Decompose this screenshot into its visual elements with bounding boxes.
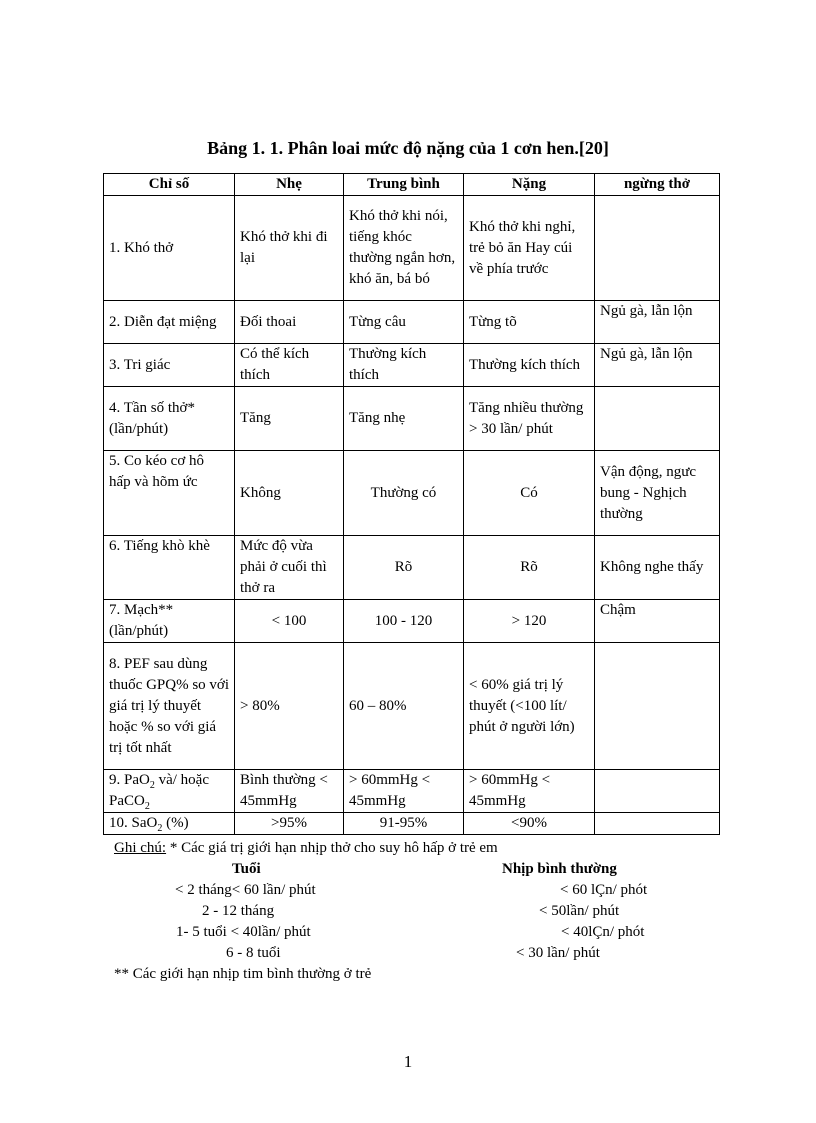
table-cell: Mức độ vừa phải ở cuối thì thở ra [235, 536, 344, 600]
table-row [104, 387, 720, 451]
table-cell: Không nghe thấy [595, 536, 720, 600]
notes-label: Ghi chú: [114, 840, 167, 856]
table-row [104, 196, 720, 301]
table-cell: 100 - 120 [344, 600, 464, 643]
table-cell: Tăng nhẹ [344, 387, 464, 451]
table-cell: 8. PEF sau dùng thuốc GPQ% so với giá trị lý thuyết hoặc % so với giá trị tốt nhất [104, 643, 235, 770]
header-cell: Trung bình [344, 174, 464, 196]
table-cell: 5. Co kéo cơ hô hấp và hõm ức [104, 451, 235, 536]
table-cell: 91-95% [344, 813, 464, 835]
header-cell: Nặng [464, 174, 595, 196]
notes-rate-header: Nhịp bình thường [502, 861, 617, 877]
table-cell: 10. SaO$_2$ (%) [104, 813, 235, 835]
age-item: 6 - 8 tuổi [226, 945, 281, 961]
table-row [104, 770, 720, 813]
table-cell: Có thể kích thích [235, 344, 344, 387]
table-cell: Không [235, 451, 344, 536]
notes-footer: ** Các giới hạn nhịp tim bình thường ở trẻ [114, 966, 372, 982]
table-cell: < 100 [235, 600, 344, 643]
severity-table [103, 173, 720, 835]
header-cell: Nhẹ [235, 174, 344, 196]
table-cell: Đối thoai [235, 301, 344, 344]
notes-age-header: Tuổi [232, 861, 261, 877]
table-cell: Vận động, ngưc bung - Nghịch thường [595, 451, 720, 536]
table-cell: Từng tõ [464, 301, 595, 344]
age-item: 1- 5 tuổi < 40lần/ phút [176, 924, 311, 940]
table-row [104, 344, 720, 387]
table-cell: Thường kích thích [344, 344, 464, 387]
table-cell: > 60mmHg < 45mmHg [344, 770, 464, 813]
table-cell: Khó thở khi nghỉ, trẻ bỏ ăn Hay cúi về phía trước [464, 196, 595, 301]
table-cell: Khó thở khi nói, tiếng khóc thường ngắn hơn, khó ăn, bá bó [344, 196, 464, 301]
page-number: 1 [403, 1052, 413, 1071]
table-cell: Chậm [595, 600, 720, 643]
table-cell: Rõ [344, 536, 464, 600]
table-row [104, 536, 720, 600]
table-cell: 9. PaO$_2$ và/ hoặc PaCO$_2$ [104, 770, 235, 813]
table-row [104, 643, 720, 770]
table-cell: Thường kích thích [464, 344, 595, 387]
table-cell [595, 770, 720, 813]
table-cell: Có [464, 451, 595, 536]
notes-intro-text: * Các giá trị giới hạn nhịp thở cho suy hô hấp ở trẻ em [166, 840, 498, 856]
table-cell [595, 643, 720, 770]
rate-item: < 50lần/ phút [539, 903, 620, 919]
table-cell [595, 387, 720, 451]
page-title: Bảng 1. 1. Phân loai mức độ nặng của 1 cơn hen.[20] [207, 138, 609, 158]
table-cell: 6. Tiếng khò khè [104, 536, 235, 600]
table-cell: Bình thường < 45mmHg [235, 770, 344, 813]
table-row [104, 301, 720, 344]
table-row [104, 451, 720, 536]
age-item: 2 - 12 tháng [202, 903, 275, 919]
table-cell: 2. Diễn đạt miệng [104, 301, 235, 344]
table-cell: > 60mmHg < 45mmHg [464, 770, 595, 813]
table-cell: >95% [235, 813, 344, 835]
rate-item: < 60 lÇn/ phót [560, 882, 648, 898]
age-item: < 2 tháng< 60 lần/ phút [175, 882, 316, 898]
table-row [104, 600, 720, 643]
table-cell: 3. Tri giác [104, 344, 235, 387]
table-cell: Tăng [235, 387, 344, 451]
table-cell: <90% [464, 813, 595, 835]
table-cell: 7. Mạch** (lần/phút) [104, 600, 235, 643]
table-cell [595, 813, 720, 835]
table-cell: 1. Khó thở [104, 196, 235, 301]
table-cell: 4. Tần số thở* (lần/phút) [104, 387, 235, 451]
table-cell: > 120 [464, 600, 595, 643]
table-row [104, 813, 720, 835]
table-cell: > 80% [235, 643, 344, 770]
table-cell: Khó thở khi đi lại [235, 196, 344, 301]
table-cell: Ngủ gà, lẫn lộn [595, 301, 720, 344]
table-cell: 60 – 80% [344, 643, 464, 770]
table-cell: Ngủ gà, lẫn lộn [595, 344, 720, 387]
header-cell: ngừng thở [595, 174, 720, 196]
table-cell: Rõ [464, 536, 595, 600]
table-cell: Thường có [344, 451, 464, 536]
table-cell: < 60% giá trị lý thuyết (<100 lít/ phút ở người lớn) [464, 643, 595, 770]
rate-item: < 40lÇn/ phót [561, 924, 645, 940]
table-header-row [104, 174, 720, 196]
table-cell: Từng câu [344, 301, 464, 344]
table-cell [595, 196, 720, 301]
rate-item: < 30 lần/ phút [516, 945, 600, 961]
table-cell: Tăng nhiều thường > 30 lần/ phút [464, 387, 595, 451]
notes-intro [114, 840, 498, 857]
header-cell: Chỉ số [104, 174, 235, 196]
